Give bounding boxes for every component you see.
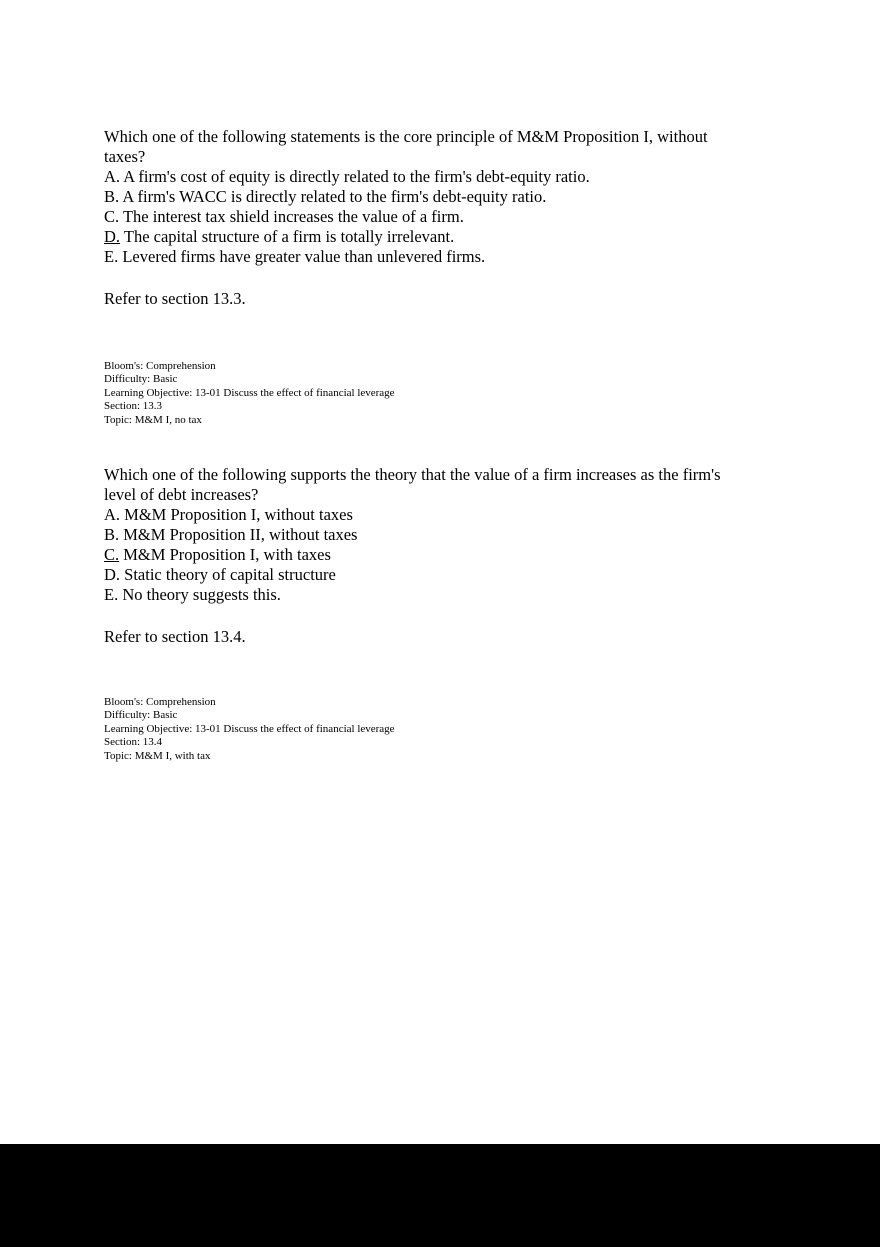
option-text: A firm's WACC is directly related to the firm's debt-equity ratio. xyxy=(122,187,547,206)
option-text: No theory suggests this. xyxy=(122,585,281,605)
option-line-a xyxy=(104,167,721,187)
option-letter: E. xyxy=(104,247,119,266)
option-line-d-answer xyxy=(104,227,721,247)
option-line-b xyxy=(104,187,721,207)
question-prompt-line: Which one of the following supports the theory that the value of a firm increases as the firm's xyxy=(104,465,721,485)
meta-line-difficulty: Difficulty: Basic xyxy=(104,373,178,386)
meta-line-learning-objective: Learning Objective: 13-01 Discuss the effect of financial leverage xyxy=(104,722,395,735)
question-block-1 xyxy=(104,127,721,267)
option-letter: B. xyxy=(104,525,120,545)
question-prompt-line: taxes? xyxy=(104,147,146,166)
refer-text: Refer to section 13.3. xyxy=(104,289,246,308)
option-text: M&M Proposition I, with taxes xyxy=(123,545,331,565)
option-line-d xyxy=(104,565,721,585)
meta-line-blooms: Bloom's: Comprehension xyxy=(104,360,216,372)
option-text: The capital structure of a firm is totally irrelevant. xyxy=(123,227,455,246)
option-text: M&M Proposition II, without taxes xyxy=(123,525,358,545)
option-text: Levered firms have greater value than unlevered firms. xyxy=(122,247,486,266)
page-content xyxy=(104,127,721,763)
option-text: A firm's cost of equity is directly related to the firm's debt-equity ratio. xyxy=(123,167,590,186)
option-line-a xyxy=(104,505,721,525)
option-letter: A. xyxy=(104,167,121,186)
option-letter: A. xyxy=(104,505,121,525)
meta-line-difficulty: Difficulty: Basic xyxy=(104,709,178,722)
meta-line-section: Section: 13.3 xyxy=(104,400,163,413)
meta-line-learning-objective: Learning Objective: 13-01 Discuss the effect of financial leverage xyxy=(104,386,395,399)
refer-text: Refer to section 13.4. xyxy=(104,627,246,647)
metadata-block-2 xyxy=(104,696,721,763)
meta-line-topic: Topic: M&M I, with tax xyxy=(104,749,211,762)
question-block-2 xyxy=(104,465,721,605)
option-letter: D. xyxy=(104,565,121,585)
option-line-e xyxy=(104,585,721,605)
question-prompt-line: level of debt increases? xyxy=(104,485,259,505)
option-line-c xyxy=(104,207,721,227)
bottom-black-bar xyxy=(0,1144,880,1247)
answer-letter-underlined: D. xyxy=(104,227,121,246)
option-text: M&M Proposition I, without taxes xyxy=(124,505,353,525)
option-letter: B. xyxy=(104,187,120,206)
metadata-block-1 xyxy=(104,360,721,427)
answer-letter-underlined: C. xyxy=(104,545,120,565)
meta-line-blooms: Bloom's: Comprehension xyxy=(104,696,216,709)
meta-line-topic: Topic: M&M I, no tax xyxy=(104,413,202,426)
option-letter: C. xyxy=(104,207,120,226)
option-text: Static theory of capital structure xyxy=(124,565,336,585)
option-text: The interest tax shield increases the value of a firm. xyxy=(122,207,464,226)
option-line-c-answer xyxy=(104,545,721,565)
option-line-e xyxy=(104,247,721,267)
question-prompt-line: Which one of the following statements is the core principle of M&M Proposition I, without xyxy=(104,127,708,146)
option-line-b xyxy=(104,525,721,545)
meta-line-section: Section: 13.4 xyxy=(104,736,163,749)
option-letter: E. xyxy=(104,585,119,605)
